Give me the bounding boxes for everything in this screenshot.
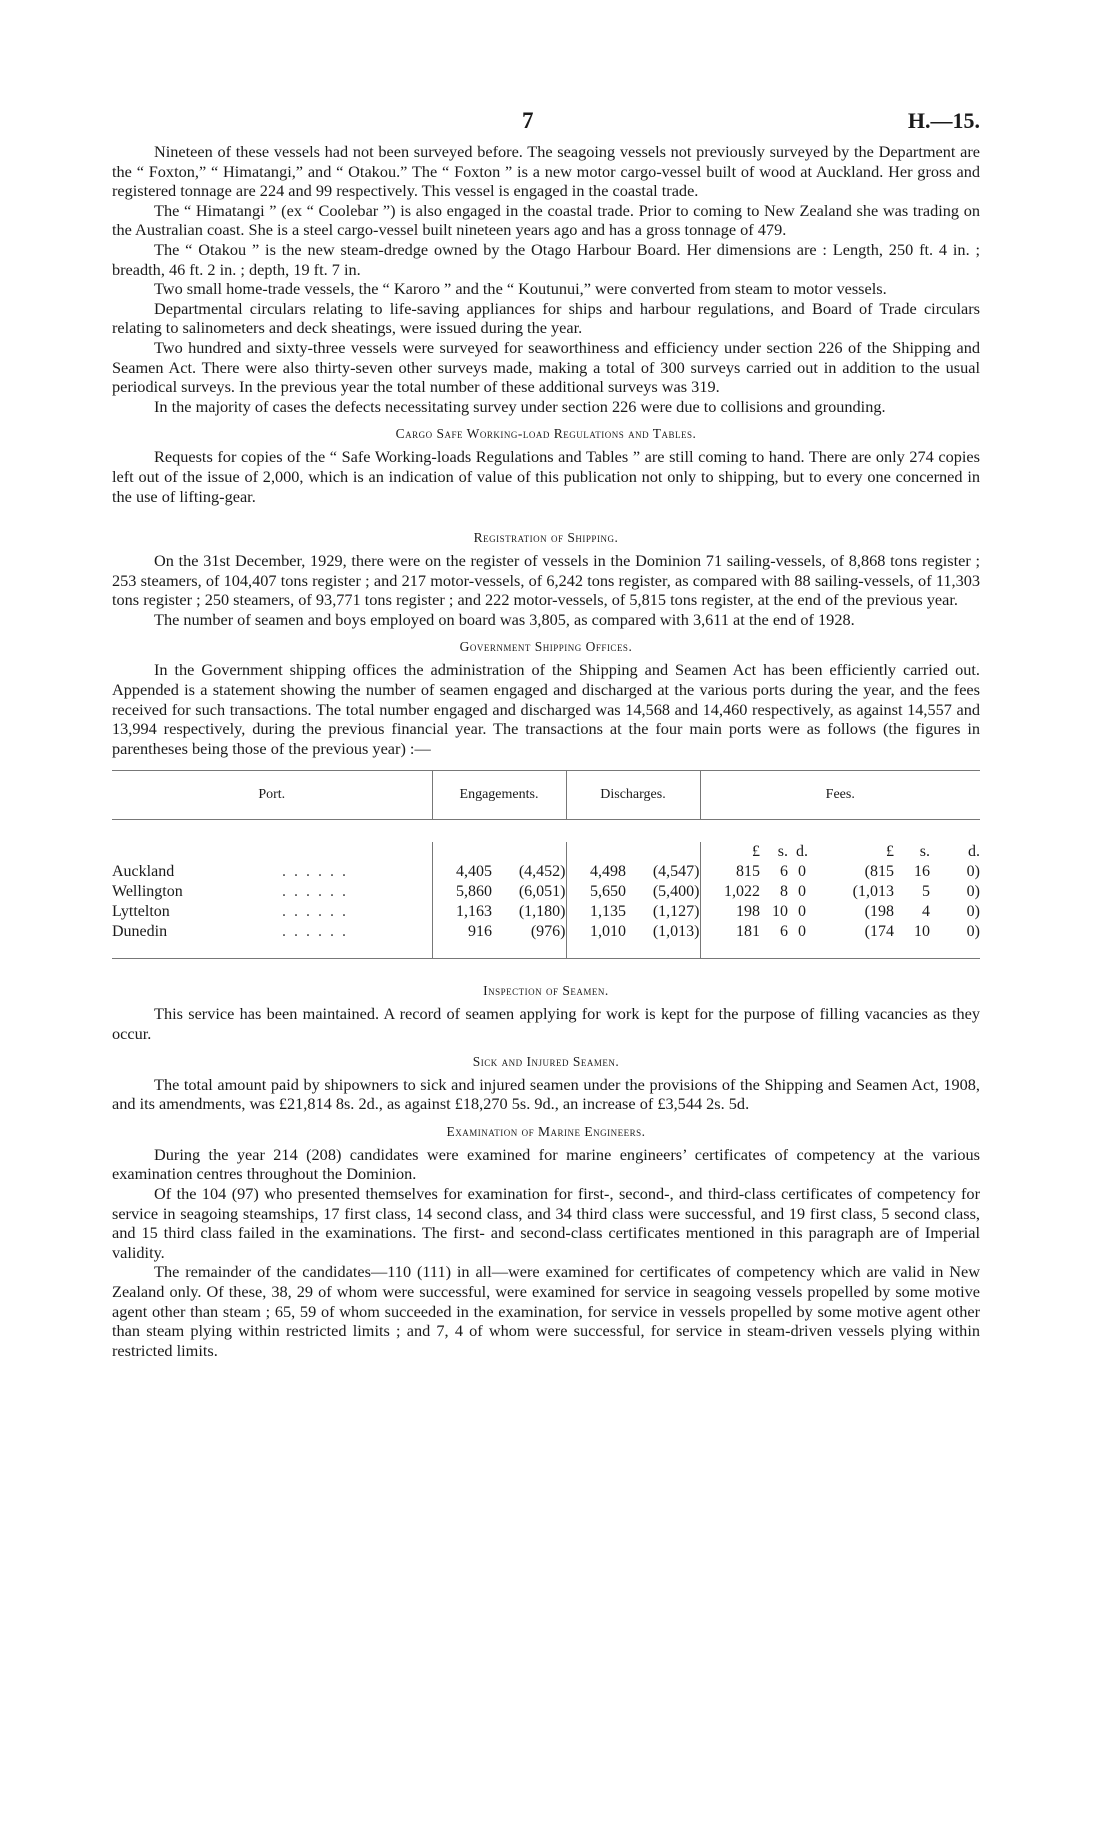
- section-heading: Examination of Marine Engineers.: [446, 1123, 646, 1139]
- table-row: [112, 902, 980, 922]
- paragraph: During the year 214 (208) candidates were examined for marine engineers’ certificates of competency at the various examination centres throughout the Dominion.: [112, 1144, 980, 1184]
- intro-section: [112, 142, 980, 416]
- document-reference: H.—15.: [907, 108, 980, 133]
- port-name: Wellington: [112, 883, 183, 901]
- fees-pounds: 181: [700, 922, 760, 942]
- unit-pounds: £: [700, 842, 760, 862]
- column-header-engagements: Engagements.: [432, 771, 566, 820]
- fees-pounds: 815: [700, 862, 760, 882]
- discharges-value: 1,010: [566, 922, 626, 942]
- fees-previous-pence: 0): [966, 923, 980, 941]
- column-header-fees: Fees.: [700, 771, 980, 820]
- paragraph: The remainder of the candidates—110 (111) in all—were examined for certificates of competency which are valid in New Zealand only. Of these, 38, 29 of whom were successful, were examined for service in seagoing vessels propelled by some motive agent other than steam ; 65, 59 of whom succeeded in the examination, for service in vessels propelled by some motive agent other than steam plying within restricted limits ; and 7, 4 of whom were successful, for service in steam-driven vessels plying within restricted limits.: [112, 1262, 980, 1360]
- column-header-discharges: Discharges.: [566, 771, 700, 820]
- table-header-row: [112, 771, 980, 820]
- section-heading: Government Shipping Offices.: [459, 639, 633, 655]
- fees-pence: 0: [798, 903, 806, 921]
- fees-previous-shillings: 10: [914, 923, 930, 941]
- paragraph: The “ Otakou ” is the new steam-dredge owned by the Otago Harbour Board. Her dimensions are : Length, 250 ft. 4 in. ; breadth, 46 ft. 2 in. ; depth, 19 ft. 7 in.: [112, 239, 980, 279]
- discharges-previous: (1,127): [652, 903, 700, 921]
- discharges-previous: (4,547): [652, 863, 700, 881]
- discharges-value: 1,135: [566, 902, 626, 922]
- page-number: 7: [522, 108, 534, 133]
- port-name: Dunedin: [112, 923, 168, 941]
- document-page: [112, 108, 980, 1360]
- unit-pence: d.: [968, 843, 980, 861]
- table-row: [112, 862, 980, 882]
- paragraph: The total amount paid by shipowners to sick and injured seamen under the provisions of the Shipping and Seamen Act, 1908, and its amendments, was £21,814 8s. 2d., as against £18,270 5s. 9d., an increase of £3,544 2s. 5d.: [112, 1074, 980, 1114]
- leader-dots: . . . . . .: [282, 883, 348, 901]
- fees-pence: 0: [798, 923, 806, 941]
- offices-section: [112, 639, 980, 758]
- fees-previous-pence: 0): [966, 863, 980, 881]
- discharges-value: 5,650: [566, 882, 626, 902]
- paragraph: Two hundred and sixty-three vessels were surveyed for seaworthiness and efficiency under section 226 of the Shipping and Seamen Act. There were also thirty-seven other surveys made, making a total of 300 surveys carried out in addition to the usual periodical surveys. In the previous year the total number of these additional surveys was 319.: [112, 337, 980, 397]
- fees-previous-shillings: 5: [922, 883, 930, 901]
- fees-shillings: 8: [780, 883, 788, 901]
- units-row: [112, 842, 980, 862]
- section-heading: Sick and Injured Seamen.: [472, 1053, 620, 1069]
- paragraph: In the majority of cases the defects necessitating survey under section 226 were due to collisions and grounding.: [154, 396, 886, 416]
- paragraph: The number of seamen and boys employed on board was 3,805, as compared with 3,611 at the end of 1928.: [154, 609, 855, 629]
- fees-previous-shillings: 16: [914, 863, 930, 881]
- fees-previous-shillings: 4: [922, 903, 930, 921]
- port-transactions-table: [112, 771, 980, 958]
- engagements-value: 1,163: [432, 902, 492, 922]
- table-row: [112, 922, 980, 942]
- column-header-port: Port.: [258, 787, 286, 803]
- fees-pounds: 198: [700, 902, 760, 922]
- paragraph: This service has been maintained. A record of seamen applying for work is kept for the purpose of filling vacancies as they occur.: [112, 1004, 980, 1044]
- engagements-previous: (1,180): [518, 903, 566, 921]
- engagements-previous: (976): [530, 923, 566, 941]
- unit-pounds: £: [886, 843, 894, 861]
- fees-previous-pence: 0): [966, 883, 980, 901]
- fees-previous-pence: 0): [966, 903, 980, 921]
- inspection-section: [112, 983, 980, 1043]
- leader-dots: . . . . . .: [282, 863, 348, 881]
- fees-previous-pounds: (815: [864, 863, 894, 881]
- section-heading: Cargo Safe Working-load Regulations and Tables.: [395, 426, 697, 442]
- fees-shillings: 6: [780, 923, 788, 941]
- discharges-previous: (5,400): [652, 883, 700, 901]
- section-heading: Registration of Shipping.: [473, 530, 619, 546]
- table-row: [112, 882, 980, 902]
- paragraph: Of the 104 (97) who presented themselves for examination for first-, second-, and third-class certificates of competency for service in seagoing steamships, 17 first class, 14 second class, and 34 third class were successful, and 19 first class, 5 second class, and 15 third class failed in the examinations. The first- and second-class certificates mentioned in this paragraph are of Imperial validity.: [112, 1184, 980, 1262]
- fees-shillings: 10: [772, 903, 788, 921]
- paragraph: On the 31st December, 1929, there were on the register of vessels in the Dominion 71 sailing-vessels, of 8,868 tons register ; 253 steamers, of 104,407 tons register ; and 217 motor-vessels, of 6,242 tons register, as compared with 88 sailing-vessels, of 11,303 tons register ; 250 steamers, of 93,771 tons register ; and 222 motor-vessels, of 5,815 tons register, at the end of the previous year.: [112, 551, 980, 610]
- fees-previous-pounds: (198: [864, 903, 894, 921]
- leader-dots: . . . . . .: [282, 923, 348, 941]
- fees-shillings: 6: [780, 863, 788, 881]
- unit-pence: d.: [796, 843, 808, 861]
- page-header: [112, 108, 980, 142]
- engagements-value: 4,405: [432, 862, 492, 882]
- discharges-value: 4,498: [566, 862, 626, 882]
- port-name: Auckland: [112, 863, 175, 881]
- engagements-value: 5,860: [432, 882, 492, 902]
- fees-previous-pounds: (1,013: [852, 883, 894, 901]
- leader-dots: . . . . . .: [282, 903, 348, 921]
- paragraph: Requests for copies of the “ Safe Working-loads Regulations and Tables ” are still coming to hand. There are only 274 copies left out of the issue of 2,000, which is an indication of value of this publication not only to shipping, but to every one concerned in the use of lifting-gear.: [112, 447, 980, 506]
- section-heading: Inspection of Seamen.: [483, 983, 609, 999]
- paragraph: Departmental circulars relating to life-saving appliances for ships and harbour regulations, and Board of Trade circulars relating to salinometers and deck sheatings, were issued during the year.: [112, 298, 980, 338]
- engagements-value: 916: [432, 922, 492, 942]
- engagements-previous: (4,452): [518, 863, 566, 881]
- engagements-previous: (6,051): [518, 883, 566, 901]
- discharges-previous: (1,013): [652, 923, 700, 941]
- cargo-section: [112, 426, 980, 506]
- paragraph: The “ Himatangi ” (ex “ Coolebar ”) is also engaged in the coastal trade. Prior to coming to New Zealand she was trading on the Australian coast. She is a steel cargo-vessel built nineteen years ago and has a gross tonnage of 479.: [112, 200, 980, 240]
- port-name: Lyttelton: [112, 903, 170, 921]
- fees-pence: 0: [798, 863, 806, 881]
- fees-pence: 0: [798, 883, 806, 901]
- fees-pounds: 1,022: [700, 882, 760, 902]
- unit-shillings: s.: [919, 843, 930, 861]
- sick-section: [112, 1054, 980, 1114]
- fees-previous-pounds: (174: [864, 923, 894, 941]
- unit-shillings: s.: [777, 843, 788, 861]
- engineers-section: [112, 1124, 980, 1361]
- registration-section: [112, 530, 980, 629]
- paragraph: In the Government shipping offices the administration of the Shipping and Seamen Act has been efficiently carried out. Appended is a statement showing the number of seamen engaged and discharged at the various ports during the year, and the fees received for such transactions. The total number engaged and discharged was 14,568 and 14,460 respectively, as against 14,557 and 13,994 respectively, during the previous financial year. The transactions at the four main ports were as follows (the figures in parentheses being those of the previous year) :—: [112, 660, 980, 758]
- paragraph: Nineteen of these vessels had not been surveyed before. The seagoing vessels not previously surveyed by the Department are the “ Foxton,” “ Himatangi,” and “ Otakou.” The “ Foxton ” is a new motor cargo-vessel built of wood at Auckland. Her gross and registered tonnage are 224 and 99 respectively. This vessel is engaged in the coastal trade.: [112, 142, 980, 201]
- table-rule-bottom: [112, 958, 980, 959]
- paragraph: Two small home-trade vessels, the “ Karoro ” and the “ Koutunui,” were converted from steam to motor vessels.: [154, 279, 887, 299]
